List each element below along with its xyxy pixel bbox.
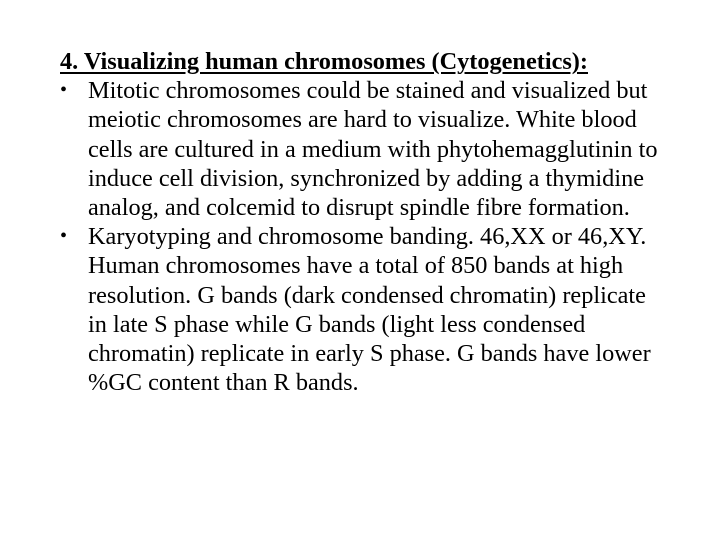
bullet-text: Mitotic chromosomes could be stained and visualized but meiotic chromosomes are hard to visualize. White blood cells are cultured in a medium with phytohemagglutinin to induce cell division, synchronized by adding a thymidine analog, and colcemid to disrupt spindle fibre formation. — [88, 77, 658, 222]
bullet-item — [60, 222, 670, 397]
bullet-text: Karyotyping and chromosome banding. 46,XX or 46,XY. Human chromosomes have a total of 850 bands at high resolution. G bands (dark condensed chromatin) replicate in late S phase while G bands (light less condensed chromatin) replicate in early S phase. G bands have lower %GC content than R bands. — [88, 223, 651, 397]
bullet-icon: • — [60, 225, 68, 248]
slide-heading: 4. Visualizing human chromosomes (Cytogenetics): — [60, 48, 588, 75]
bullet-icon: • — [60, 79, 68, 102]
slide-body — [60, 47, 670, 397]
bullet-item — [60, 76, 670, 222]
bullet-list — [60, 76, 670, 397]
